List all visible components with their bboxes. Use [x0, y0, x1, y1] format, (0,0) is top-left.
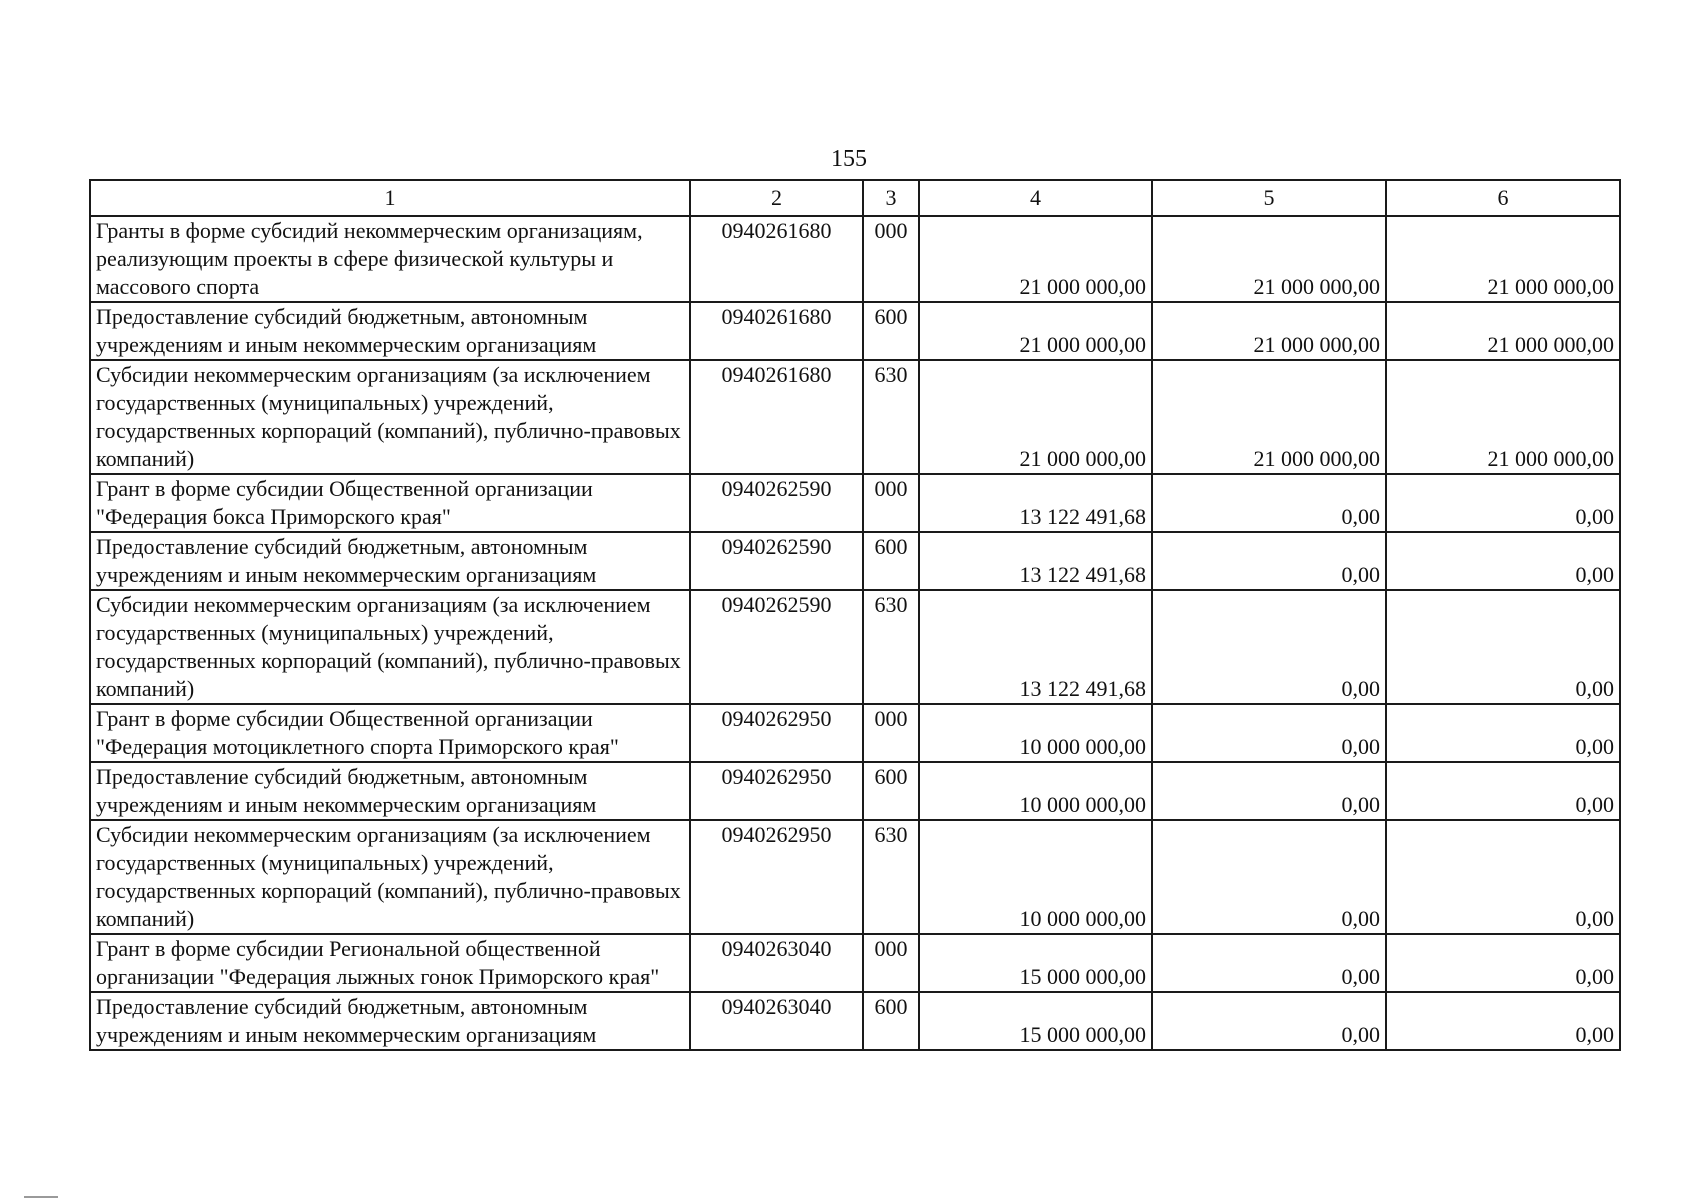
- row-amount-col6: 0,00: [1386, 820, 1620, 934]
- row-amount-col5: 21 000 000,00: [1152, 302, 1386, 360]
- row-name: Субсидии некоммерческим организациям (за исключением государственных (муниципальных) учреждений, государственных корпораций (компаний), публично-правовых компаний): [90, 820, 690, 934]
- row-amount-col5: 0,00: [1152, 532, 1386, 590]
- row-expense-type: 600: [863, 762, 919, 820]
- table-row: [90, 992, 1620, 1050]
- row-expense-type: 630: [863, 590, 919, 704]
- table-row: [90, 532, 1620, 590]
- row-amount-col4: 13 122 491,68: [919, 532, 1152, 590]
- row-target-code: 0940262590: [690, 532, 863, 590]
- row-amount-col6: 21 000 000,00: [1386, 360, 1620, 474]
- budget-table: [89, 179, 1621, 1051]
- row-name: Грант в форме субсидии Региональной общественной организации "Федерация лыжных гонок Приморского края": [90, 934, 690, 992]
- row-amount-col6: 0,00: [1386, 704, 1620, 762]
- row-target-code: 0940261680: [690, 216, 863, 302]
- row-expense-type: 000: [863, 474, 919, 532]
- page-number: 155: [831, 146, 867, 172]
- column-header: 6: [1386, 180, 1620, 216]
- row-amount-col4: 15 000 000,00: [919, 934, 1152, 992]
- row-expense-type: 000: [863, 216, 919, 302]
- row-amount-col4: 13 122 491,68: [919, 590, 1152, 704]
- row-amount-col5: 0,00: [1152, 762, 1386, 820]
- row-amount-col6: 0,00: [1386, 934, 1620, 992]
- row-amount-col4: 21 000 000,00: [919, 360, 1152, 474]
- row-amount-col6: 21 000 000,00: [1386, 302, 1620, 360]
- row-target-code: 0940261680: [690, 302, 863, 360]
- table-row: [90, 216, 1620, 302]
- row-target-code: 0940263040: [690, 992, 863, 1050]
- row-amount-col4: 10 000 000,00: [919, 704, 1152, 762]
- row-expense-type: 600: [863, 992, 919, 1050]
- row-amount-col5: 0,00: [1152, 820, 1386, 934]
- row-amount-col6: 0,00: [1386, 762, 1620, 820]
- row-amount-col5: 0,00: [1152, 590, 1386, 704]
- table-row: [90, 934, 1620, 992]
- table-row: [90, 762, 1620, 820]
- table-row: [90, 360, 1620, 474]
- row-amount-col5: 0,00: [1152, 934, 1386, 992]
- row-target-code: 0940261680: [690, 360, 863, 474]
- table-row: [90, 820, 1620, 934]
- row-amount-col5: 21 000 000,00: [1152, 216, 1386, 302]
- column-header: 5: [1152, 180, 1386, 216]
- row-expense-type: 000: [863, 704, 919, 762]
- row-target-code: 0940262590: [690, 474, 863, 532]
- row-expense-type: 600: [863, 302, 919, 360]
- row-amount-col4: 13 122 491,68: [919, 474, 1152, 532]
- row-amount-col6: 0,00: [1386, 992, 1620, 1050]
- row-amount-col5: 0,00: [1152, 992, 1386, 1050]
- row-amount-col6: 0,00: [1386, 474, 1620, 532]
- row-target-code: 0940263040: [690, 934, 863, 992]
- row-name: Грант в форме субсидии Общественной организации "Федерация бокса Приморского края": [90, 474, 690, 532]
- row-expense-type: 600: [863, 532, 919, 590]
- table-row: [90, 474, 1620, 532]
- row-name: Гранты в форме субсидий некоммерческим организациям, реализующим проекты в сфере физической культуры и массового спорта: [90, 216, 690, 302]
- scan-margin-mark: [24, 1196, 58, 1198]
- row-name: Грант в форме субсидии Общественной организации "Федерация мотоциклетного спорта Приморского края": [90, 704, 690, 762]
- row-name: Субсидии некоммерческим организациям (за исключением государственных (муниципальных) учреждений, государственных корпораций (компаний), публично-правовых компаний): [90, 590, 690, 704]
- row-expense-type: 630: [863, 820, 919, 934]
- row-name: Предоставление субсидий бюджетным, автономным учреждениям и иным некоммерческим организациям: [90, 302, 690, 360]
- row-amount-col4: 21 000 000,00: [919, 302, 1152, 360]
- row-target-code: 0940262590: [690, 590, 863, 704]
- row-amount-col4: 10 000 000,00: [919, 820, 1152, 934]
- row-amount-col5: 21 000 000,00: [1152, 360, 1386, 474]
- row-target-code: 0940262950: [690, 820, 863, 934]
- row-amount-col5: 0,00: [1152, 704, 1386, 762]
- row-amount-col6: 21 000 000,00: [1386, 216, 1620, 302]
- row-name: Субсидии некоммерческим организациям (за исключением государственных (муниципальных) учреждений, государственных корпораций (компаний), публично-правовых компаний): [90, 360, 690, 474]
- row-amount-col4: 15 000 000,00: [919, 992, 1152, 1050]
- row-amount-col4: 10 000 000,00: [919, 762, 1152, 820]
- table-header-row: [90, 180, 1620, 216]
- row-target-code: 0940262950: [690, 704, 863, 762]
- row-amount-col4: 21 000 000,00: [919, 216, 1152, 302]
- row-name: Предоставление субсидий бюджетным, автономным учреждениям и иным некоммерческим организациям: [90, 992, 690, 1050]
- row-amount-col6: 0,00: [1386, 532, 1620, 590]
- row-expense-type: 630: [863, 360, 919, 474]
- column-header: 3: [863, 180, 919, 216]
- column-header: 4: [919, 180, 1152, 216]
- table-row: [90, 302, 1620, 360]
- column-header: 2: [690, 180, 863, 216]
- column-header: 1: [90, 180, 690, 216]
- row-target-code: 0940262950: [690, 762, 863, 820]
- row-name: Предоставление субсидий бюджетным, автономным учреждениям и иным некоммерческим организациям: [90, 762, 690, 820]
- row-amount-col6: 0,00: [1386, 590, 1620, 704]
- table-row: [90, 704, 1620, 762]
- row-name: Предоставление субсидий бюджетным, автономным учреждениям и иным некоммерческим организациям: [90, 532, 690, 590]
- row-expense-type: 000: [863, 934, 919, 992]
- table-row: [90, 590, 1620, 704]
- row-amount-col5: 0,00: [1152, 474, 1386, 532]
